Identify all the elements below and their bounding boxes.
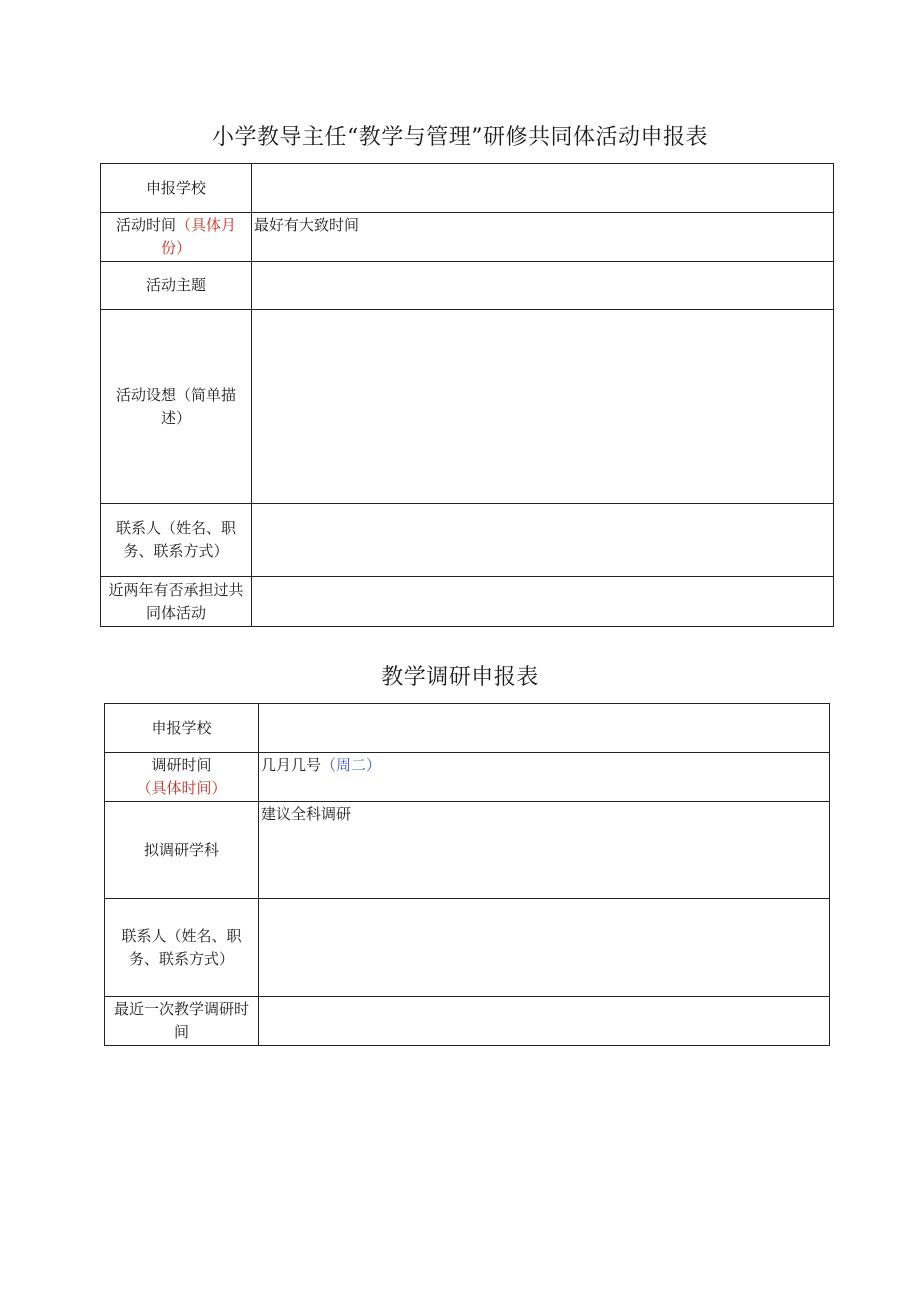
activity-theme-field[interactable] xyxy=(252,262,834,310)
label-contact: 联系人（姓名、职务、联系方式） xyxy=(101,504,252,577)
activity-time-field[interactable]: 最好有大致时间 xyxy=(252,213,834,262)
label-text: 活动时间 xyxy=(115,216,176,234)
label-activity-time xyxy=(101,213,252,262)
school-field[interactable] xyxy=(259,704,830,753)
label-note: （具体时间） xyxy=(136,779,227,797)
contact-field[interactable] xyxy=(259,899,830,997)
research-time-field[interactable] xyxy=(259,753,830,802)
label-text: 调研时间 xyxy=(151,756,212,774)
table-row xyxy=(101,164,834,213)
form1-title: 小学教导主任“教学与管理”研修共同体活动申报表 xyxy=(212,125,708,150)
label-contact: 联系人（姓名、职务、联系方式） xyxy=(105,899,259,997)
table-row xyxy=(101,310,834,504)
label-last-research: 最近一次教学调研时间 xyxy=(105,997,259,1046)
label-past-activity: 近两年有否承担过共同体活动 xyxy=(101,577,252,627)
label-school: 申报学校 xyxy=(105,704,259,753)
value-note: （周二） xyxy=(321,756,382,774)
activity-application-table xyxy=(100,163,834,627)
label-research-time xyxy=(105,753,259,802)
activity-plan-field[interactable] xyxy=(252,310,834,504)
form2-title: 教学调研申报表 xyxy=(381,665,539,690)
past-activity-field[interactable] xyxy=(252,577,834,627)
label-activity-plan: 活动设想（简单描述） xyxy=(101,310,252,504)
label-note: （具体月份） xyxy=(160,216,237,257)
contact-field[interactable] xyxy=(252,504,834,577)
table-row xyxy=(105,802,830,899)
label-activity-theme: 活动主题 xyxy=(101,262,252,310)
table-row xyxy=(105,997,830,1046)
label-research-subject: 拟调研学科 xyxy=(105,802,259,899)
research-subject-field[interactable]: 建议全科调研 xyxy=(259,802,830,899)
table-row xyxy=(105,753,830,802)
table-row xyxy=(101,577,834,627)
label-school: 申报学校 xyxy=(101,164,252,213)
table-row xyxy=(101,262,834,310)
table-row xyxy=(105,704,830,753)
last-research-field[interactable] xyxy=(259,997,830,1046)
school-field[interactable] xyxy=(252,164,834,213)
research-application-table xyxy=(104,703,830,1046)
table-row xyxy=(101,213,834,262)
table-row xyxy=(101,504,834,577)
value-text: 几月几号 xyxy=(261,756,322,774)
table-row xyxy=(105,899,830,997)
